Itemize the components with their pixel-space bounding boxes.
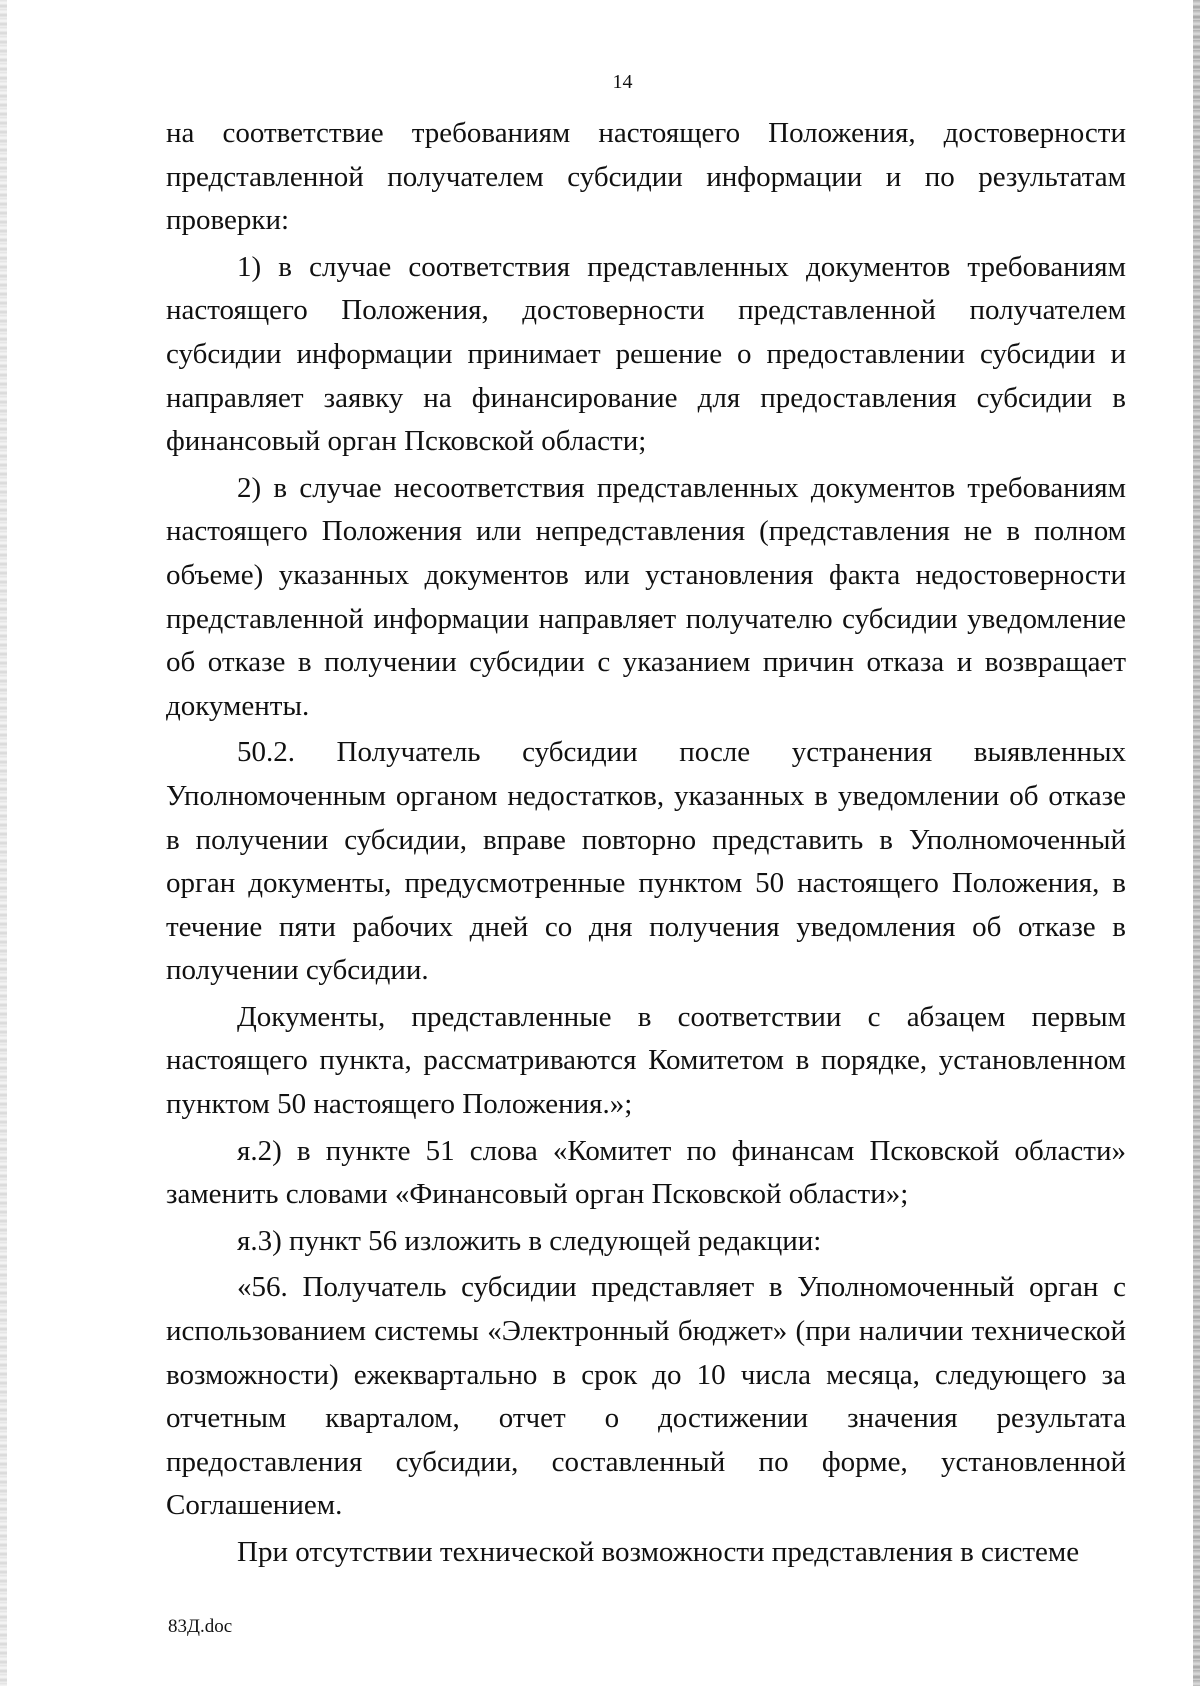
paragraph-no-technical-possibility: При отсутствии технической возможности представления в системе (237, 1536, 1080, 1568)
paragraph-ya-2: я.2) в пункте 51 слова «Комитет по финансам Псковской области» заменить словами «Финансовый орган Псковской области»; (166, 1134, 1126, 1211)
paragraph-50-2: 50.2. Получатель субсидии после устранения выявленных Уполномоченным органом недостатков, указанных в уведомлении об отказе в получении субсидии, вправе повторно представить в Уполномоченный орган документы, предусмотренные пунктом 50 настоящего Положения, в течение пяти рабочих дней со дня получения уведомления об отказе в получении субсидии. (166, 736, 1126, 987)
scan-edge-left (0, 0, 7, 1686)
document-body (166, 112, 1126, 1575)
footer-file-name: 83Д.doc (168, 1616, 233, 1637)
paragraph-documents: Документы, представленные в соответствии с абзацем первым настоящего пункта, рассматриваются Комитетом в порядке, установленном пунктом 50 настоящего Положения.»; (166, 1000, 1126, 1121)
paragraph-item-2: 2) в случае несоответствия представленных документов требованиям настоящего Положения или непредставления (представления не в полном объеме) указанных документов или установления факта недостоверности представленной информации направляет получателю субсидии уведомление об отказе в получении субсидии с указанием причин отказа и возвращает документы. (166, 471, 1126, 722)
paragraph-56: «56. Получатель субсидии представляет в Уполномоченный орган с использованием системы «Электронный бюджет» (при наличии технической возможности) ежеквартально в срок до 10 числа месяца, следующего за отчетным кварталом, отчет о достижении значения результата предоставления субсидии, составленный по форме, установленной Соглашением. (166, 1271, 1126, 1522)
scan-edge-right (1193, 0, 1200, 1686)
paragraph-continuation: на соответствие требованиям настоящего Положения, достоверности представленной получателем субсидии информации и по результатам проверки: (166, 117, 1126, 237)
paragraph-ya-3: я.3) пункт 56 изложить в следующей редакции: (237, 1224, 822, 1257)
paragraph-item-1: 1) в случае соответствия представленных документов требованиям настоящего Положения, достоверности представленной получателем субсидии информации принимает решение о предоставлении субсидии и направляет заявку на финансирование для предоставления субсидии в финансовый орган Псковской области; (166, 250, 1126, 458)
page-number: 14 (612, 71, 633, 93)
